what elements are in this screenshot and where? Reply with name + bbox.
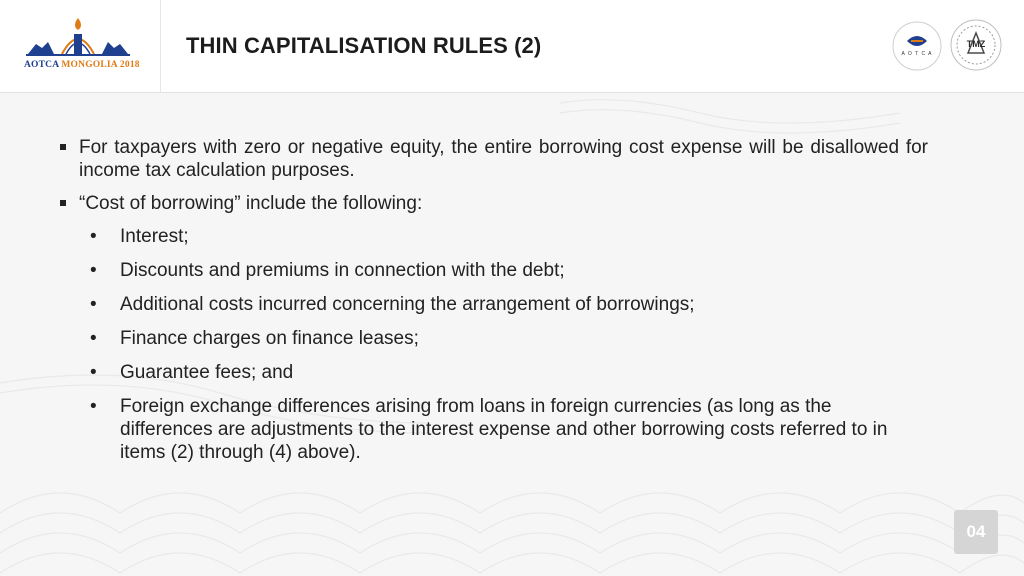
sub-bullet-item <box>58 293 928 316</box>
aotca-logo-icon <box>892 21 942 71</box>
sub-bullet-text: Finance charges on finance leases; <box>120 328 419 349</box>
sub-bullet-text: Additional costs incurred concerning the arrangement of borrowings; <box>120 294 695 315</box>
logo-text-aotca: AOTCA <box>24 60 59 70</box>
bullet-text: “Cost of borrowing” include the following: <box>79 193 423 214</box>
round-bullet-icon: • <box>90 226 97 247</box>
aotca-mongolia-logo <box>0 0 161 92</box>
round-bullet-icon: • <box>90 362 97 383</box>
page-title: THIN CAPITALISATION RULES (2) <box>186 33 542 58</box>
logo-text <box>24 60 140 70</box>
aotca-badge <box>892 21 942 71</box>
round-bullet-icon: • <box>90 294 97 315</box>
sub-bullet-text: Discounts and premiums in connection with the debt; <box>120 260 565 281</box>
bullet-item <box>58 136 928 182</box>
aotca-badge-text: A O T C A <box>901 51 933 57</box>
bullet-item <box>58 192 928 215</box>
sub-bullet-text: Foreign exchange differences arising from loans in foreign currencies (as long as the differences are adjustments to the interest expense and other borrowing costs referred to in items (2) through (4) above). <box>120 396 888 463</box>
sub-bullet-item <box>58 327 928 350</box>
slide-header <box>0 0 1024 93</box>
sub-bullet-item <box>58 259 928 282</box>
sub-bullet-item <box>58 395 928 464</box>
square-bullet-icon <box>60 200 66 206</box>
tmz-badge <box>950 19 1002 71</box>
round-bullet-icon: • <box>90 328 97 349</box>
round-bullet-icon: • <box>90 260 97 281</box>
square-bullet-icon <box>60 144 66 150</box>
page-number-badge: 04 <box>954 510 998 554</box>
slide-content <box>58 136 928 475</box>
bullet-text: For taxpayers with zero or negative equity, the entire borrowing cost expense will be disallowed for income tax calculation purposes. <box>79 137 928 181</box>
logo-text-mongolia: MONGOLIA 2018 <box>61 60 140 70</box>
sub-bullet-text: Guarantee fees; and <box>120 362 294 383</box>
round-bullet-icon: • <box>90 396 97 417</box>
sub-bullet-item <box>58 361 928 384</box>
sub-bullet-item <box>58 225 928 248</box>
mongolia-emblem-icon <box>22 14 134 60</box>
sub-bullet-text: Interest; <box>120 226 189 247</box>
tmz-badge-text: TMZ <box>966 39 986 49</box>
